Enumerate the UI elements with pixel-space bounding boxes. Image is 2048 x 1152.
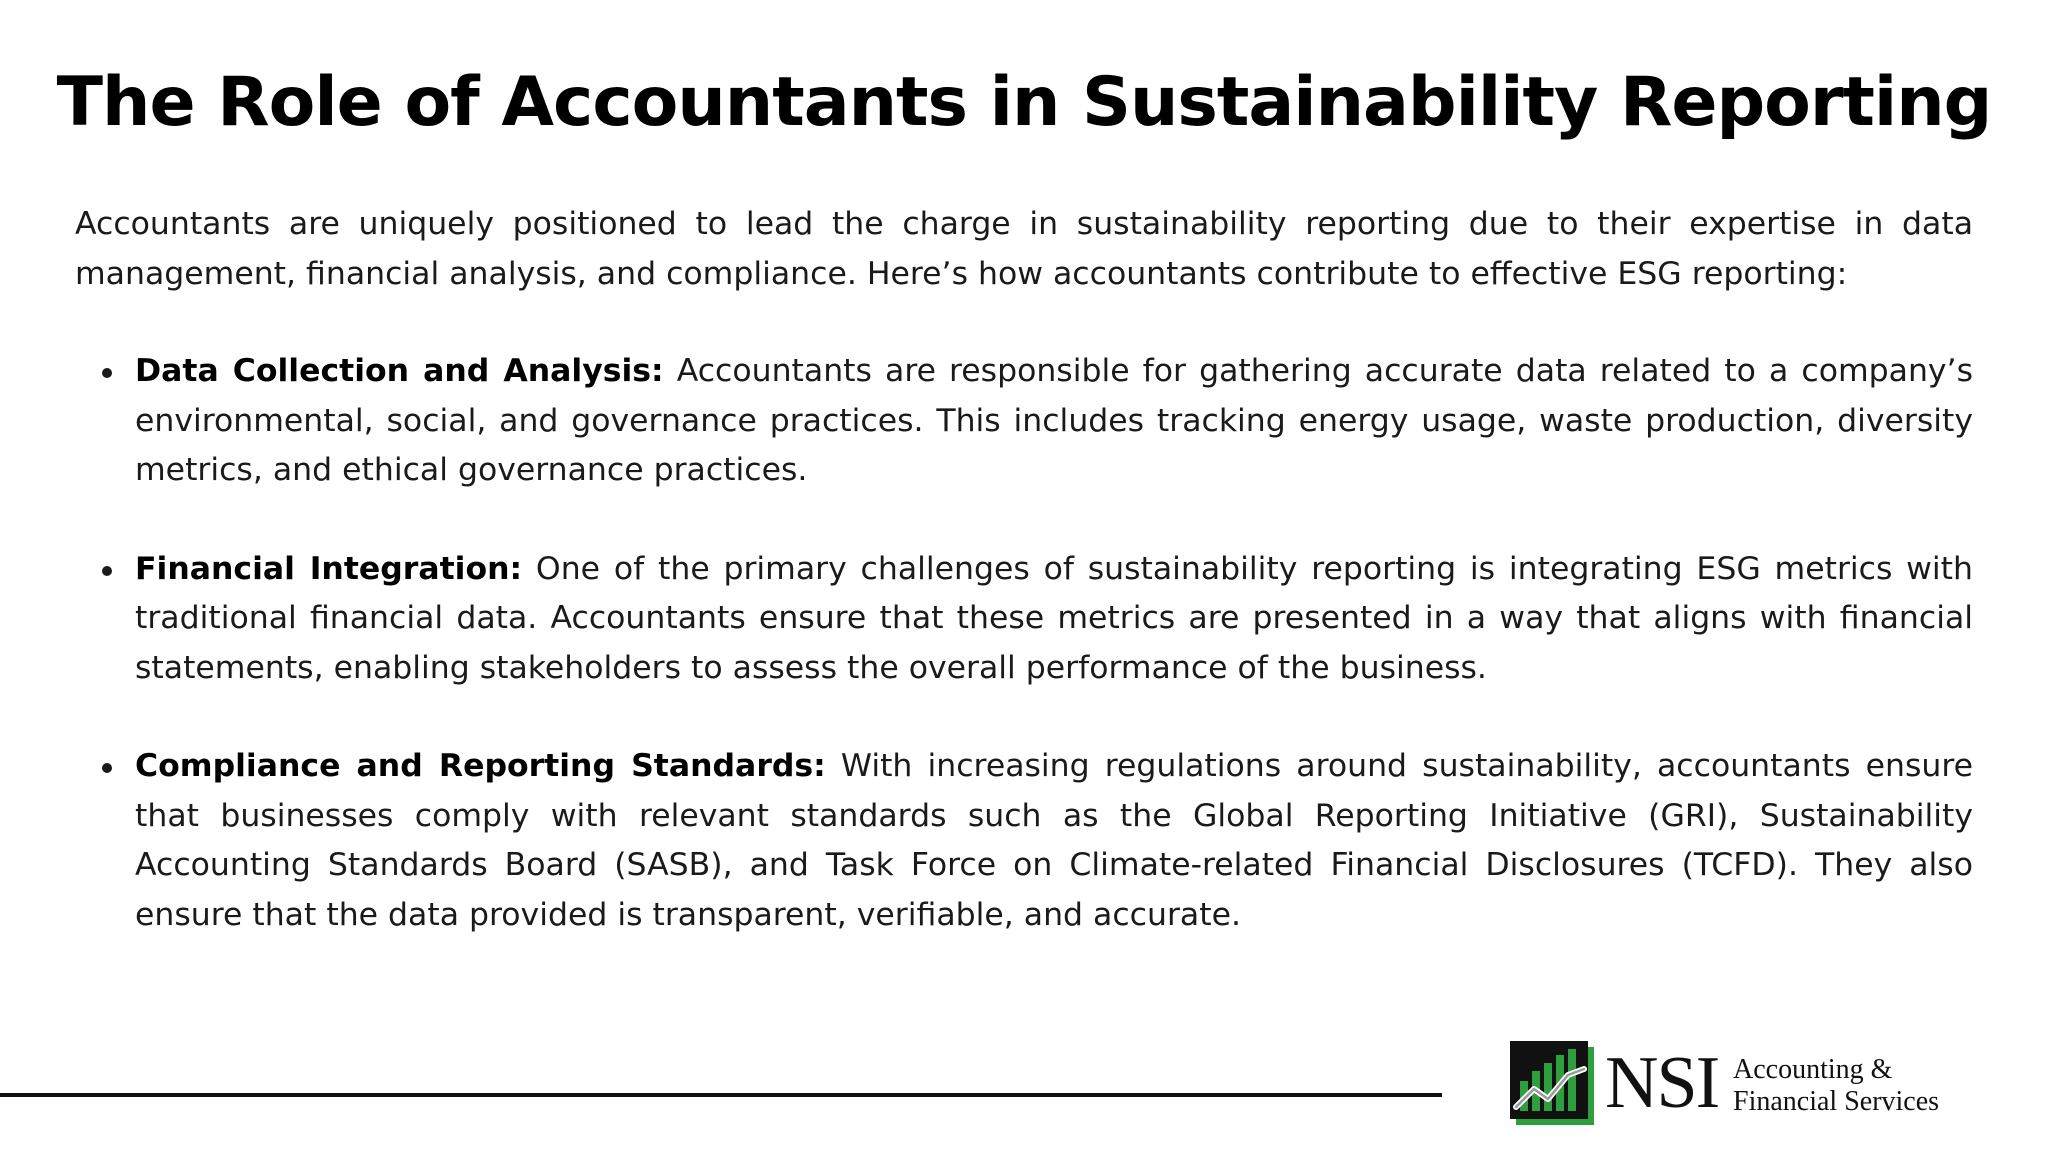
list-item [75, 347, 1973, 496]
company-logo [1510, 1041, 1950, 1131]
point-title: Compliance and Reporting Standards: [135, 748, 826, 784]
logo-subtitle-line1: Accounting & [1733, 1054, 1893, 1085]
logo-subtitle-line2: Financial Services [1733, 1086, 1940, 1117]
content-body [75, 200, 1973, 989]
point-text: One of the primary challenges of sustainability reporting is integrating ESG metrics with traditional financial data. Accountants ensure that these metrics are presented in a way that aligns with financial statements, enabling stakeholders to assess the overall performance of the business. [135, 550, 1974, 686]
rising-chart-icon [1510, 1041, 1596, 1127]
point-title: Data Collection and Analysis: [135, 353, 664, 389]
bullet-list [75, 347, 1973, 940]
intro-paragraph: Accountants are uniquely positioned to lead the charge in sustainability reporting due to their expertise in data management, financial analysis, and compliance. Here’s how accountants contribute to effective ESG reporting: [75, 206, 1973, 292]
point-text: With increasing regulations around sustainability, accountants ensure that businesses comply with relevant standards such as the Global Reporting Initiative (GRI), Sustainability Accounting Standards Board (SASB), and Task Force on Climate-related Financial Disclosures (TCFD). They also ensure that the data provided is transparent, verifiable, and accurate. [135, 748, 1974, 933]
point-title: Financial Integration: [135, 550, 523, 587]
list-item [75, 742, 1973, 940]
footer-divider [0, 1093, 1442, 1097]
bullet-icon [102, 763, 112, 773]
point-text: Accountants are responsible for gathering accurate data related to a company’s environmental, social, and governance practices. This includes tracking energy usage, waste production, diversity metrics, and ethical governance practices. [135, 353, 1973, 488]
logo-wordmark: NSI [1605, 1042, 1719, 1124]
bullet-icon [102, 368, 112, 378]
list-item [75, 545, 1973, 694]
page-title: The Role of Accountants in Sustainability Reporting [56, 63, 1992, 142]
bullet-icon [102, 566, 112, 576]
logo-subtitle [1733, 1054, 1939, 1118]
